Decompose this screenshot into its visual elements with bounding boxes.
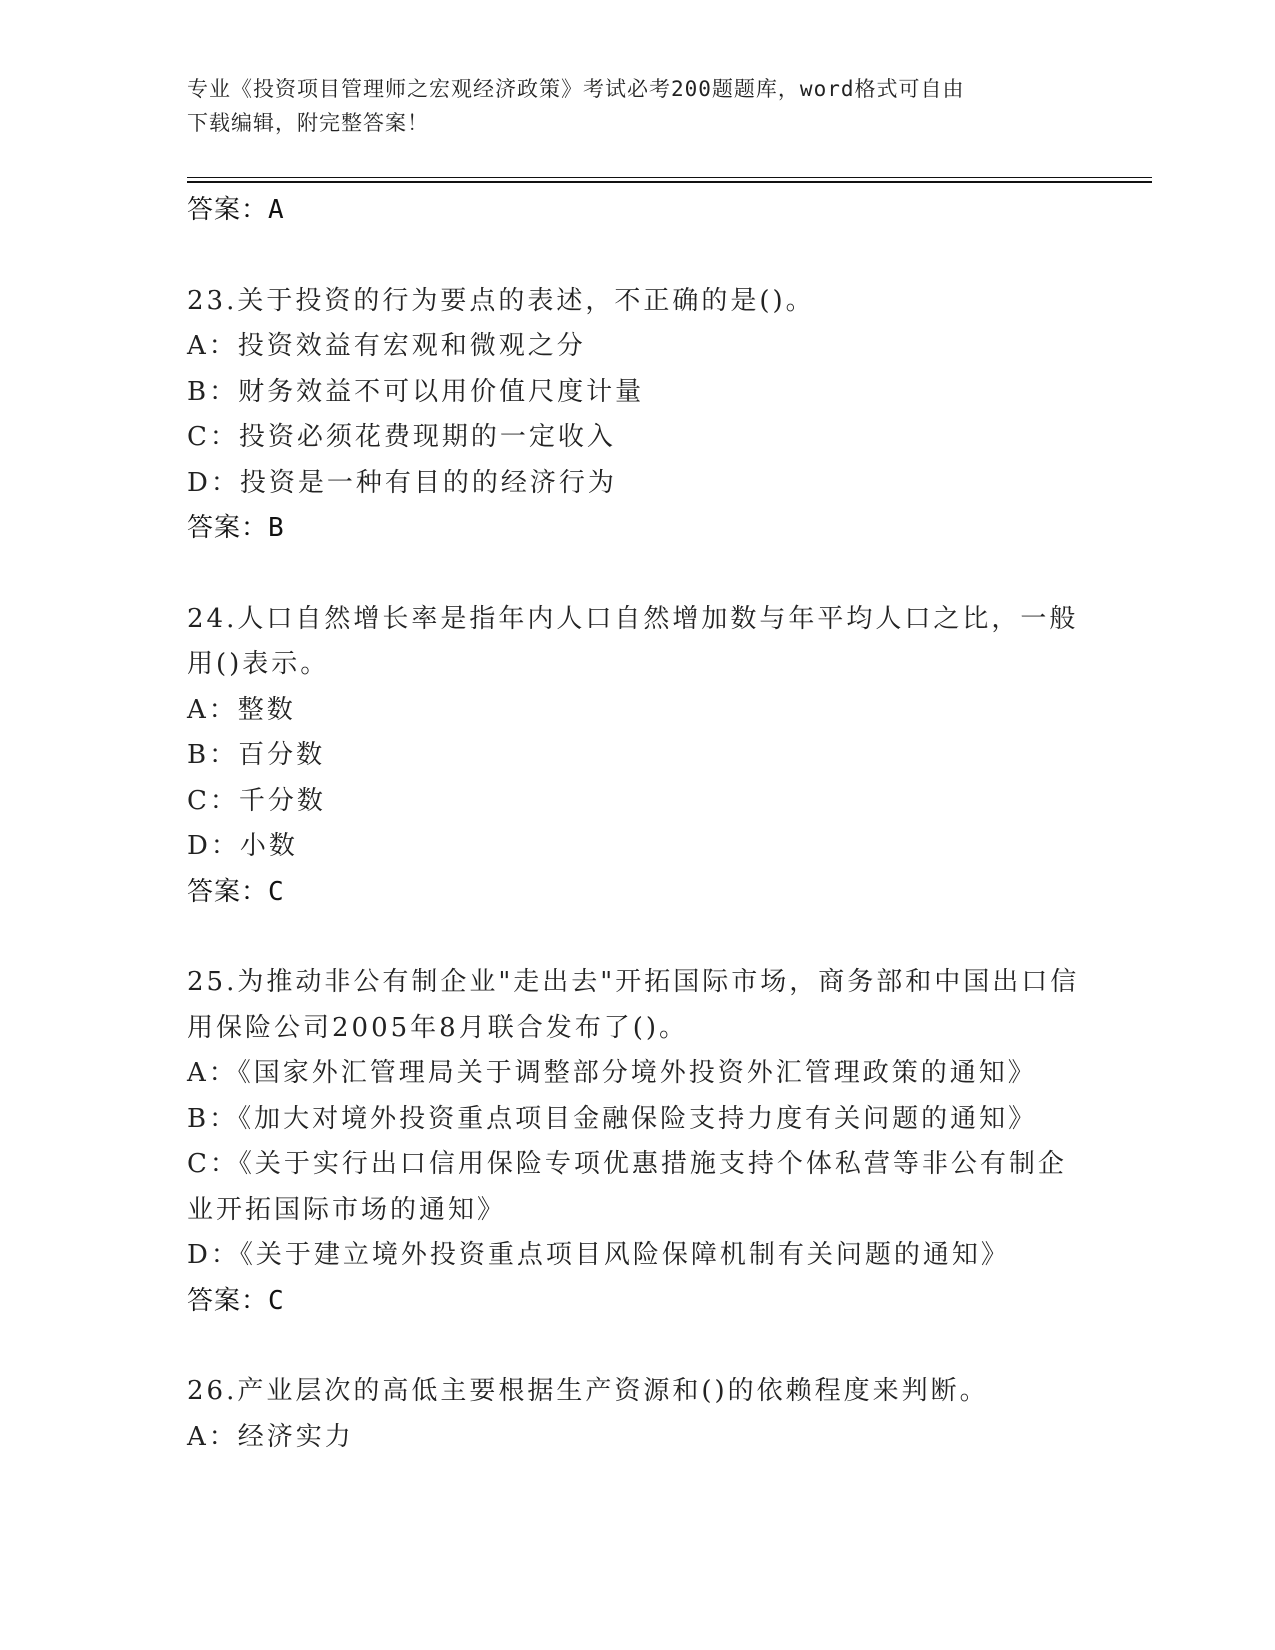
question-23 (187, 279, 1087, 552)
option-a: A：《国家外汇管理局关于调整部分境外投资外汇管理政策的通知》 (187, 1058, 1037, 1088)
header-divider-thick (187, 181, 1152, 183)
spacer (187, 234, 1087, 279)
option-d: D：《关于建立境外投资重点项目风险保障机制有关问题的通知》 (187, 1240, 1010, 1270)
option-d: D：投资是一种有目的的经济行为 (187, 467, 617, 498)
answer-22: 答案：A (187, 195, 285, 225)
question-stem-line-2: 用()表示。 (187, 649, 330, 679)
page-header (187, 72, 1067, 140)
spacer (187, 915, 1087, 960)
question-26 (187, 1369, 1087, 1460)
spacer (187, 552, 1087, 597)
option-b: B：《加大对境外投资重点项目金融保险支持力度有关问题的通知》 (187, 1103, 1038, 1134)
option-c: C：千分数 (187, 785, 326, 816)
header-line-1: 专业《投资项目管理师之宏观经济政策》考试必考200题题库，word格式可自由 (187, 77, 965, 101)
option-d: D：小数 (187, 831, 298, 861)
option-a: A：整数 (187, 694, 296, 725)
question-25 (187, 960, 1087, 1324)
question-24 (187, 597, 1087, 916)
answer-24: 答案：C (187, 876, 285, 907)
option-b: B：财务效益不可以用价值尺度计量 (187, 376, 645, 407)
header-divider-thin (187, 177, 1152, 178)
question-stem: 23.关于投资的行为要点的表述，不正确的是()。 (187, 285, 815, 316)
question-list (187, 188, 1087, 1460)
question-stem-line-1: 25.为推动非公有制企业"走出去"开拓国际市场，商务部和中国出口信 (187, 967, 1080, 997)
question-stem: 26.产业层次的高低主要根据生产资源和()的依赖程度来判断。 (187, 1376, 989, 1406)
header-line-2: 下载编辑，附完整答案！ (187, 111, 429, 135)
option-a: A：投资效益有宏观和微观之分 (187, 331, 586, 361)
answer-25: 答案：C (187, 1285, 285, 1316)
option-a: A：经济实力 (187, 1421, 354, 1452)
option-c: C：投资必须花费现期的一定收入 (187, 422, 616, 452)
question-stem-line-2: 用保险公司2005年8月联合发布了()。 (187, 1012, 688, 1043)
option-c-line-2: 业开拓国际市场的通知》 (187, 1194, 507, 1225)
answer-23: 答案：B (187, 513, 285, 543)
option-c-line-1: C：《关于实行出口信用保险专项优惠措施支持个体私营等非公有制企 (187, 1149, 1067, 1179)
question-stem-line-1: 24.人口自然增长率是指年内人口自然增加数与年平均人口之比，一般 (187, 603, 1079, 634)
spacer (187, 1324, 1087, 1369)
option-b: B：百分数 (187, 740, 326, 770)
